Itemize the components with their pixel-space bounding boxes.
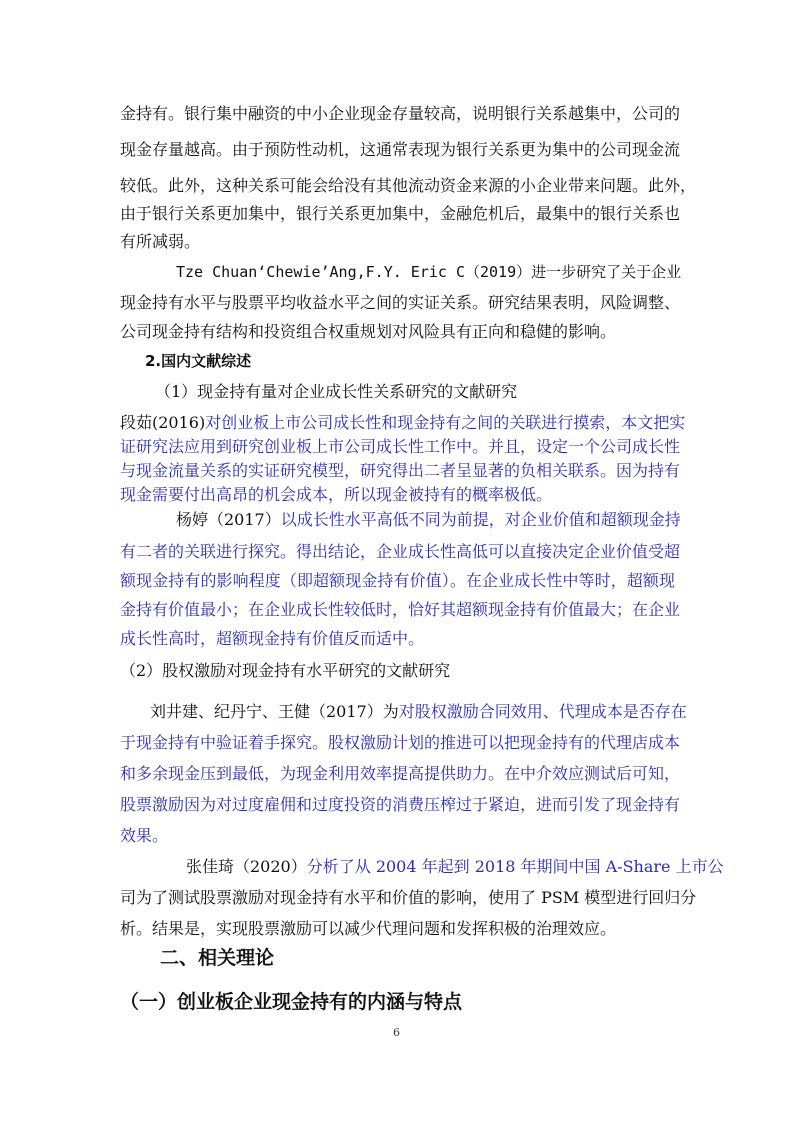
body-line: Tze Chuan‘Chewie’Ang,F.Y. Eric C（2019）进一步研究了关于企业: [176, 263, 682, 281]
body-line: 与现金流量关系的实证研究模型，研究得出二者呈显著的负相关联系。因为持有: [120, 461, 681, 480]
citation-text: 以成长性水平高低不同为前提，对企业价值和超额现金持: [280, 510, 681, 529]
body-line: 金持有。银行集中融资的中小企业现金存量较高，说明银行关系越集中，公司的: [120, 104, 681, 123]
body-line: [150, 702, 687, 722]
body-line: 司为了测试股票激励对现金持有水平和价值的影响，使用了 PSM 模型进行回归分: [120, 888, 697, 907]
body-line: 效果。: [120, 826, 169, 845]
subheading: （2）股权激励对现金持有水平研究的文献研究: [120, 661, 451, 680]
body-line: 成长性高时，超额现金持有价值反而适中。: [120, 629, 425, 648]
body-line: 有二者的关联进行探究。得出结论，企业成长性高低可以直接决定企业价值受超: [120, 542, 681, 561]
body-line: 较低。此外，这种关系可能会给没有其他流动资金来源的小企业带来问题。此外，: [120, 176, 697, 195]
citation: 张佳琦（2020）: [186, 857, 307, 876]
heading-domestic-literature: 2.国内文献综述: [145, 352, 252, 370]
body-line: 股票激励因为对过度雇佣和过度投资的消费压榨过于紧迫，进而引发了现金持有: [120, 795, 681, 814]
body-line: 于现金持有中验证着手探究。股权激励计划的推进可以把现金持有的代理店成本: [120, 733, 681, 752]
subheading: （1）现金持有量对企业成长性关系研究的文献研究: [155, 382, 518, 401]
body-line: 析。结果是，实现股票激励可以减少代理问题和发挥积极的治理效应。: [120, 919, 617, 938]
body-line: 有所减弱。: [120, 232, 201, 251]
citation-text: 对创业板上市公司成长性和现金持有之间的关联进行摸索，本文把实: [205, 413, 686, 432]
body-line: 额现金持有的影响程度（即超额现金持有价值）。在企业成长性中等时，超额现: [120, 571, 675, 590]
body-line: 现金需要付出高昂的机会成本，所以现金被持有的概率极低。: [120, 485, 553, 504]
section-title: 二、相关理论: [160, 947, 275, 969]
citation: 杨婷（2017）: [176, 510, 281, 529]
citation-text: 对股权激励合同效用、代理成本是否存在: [398, 702, 687, 721]
body-line: [176, 510, 681, 530]
citation: 段茹(2016): [120, 413, 206, 432]
body-line: [186, 857, 724, 877]
body-line: 证研究法应用到研究创业板上市公司成长性工作中。并且，设定一个公司成长性: [120, 437, 681, 456]
subsection-title: （一）创业板企业现金持有的内涵与特点: [120, 991, 463, 1013]
body-line: [120, 413, 686, 433]
body-line: 金持有价值最小；在企业成长性较低时，恰好其超额现金持有价值最大；在企业: [120, 600, 681, 619]
page-number: 6: [393, 1026, 400, 1039]
body-line: 公司现金持有结构和投资组合权重规划对风险具有正向和稳健的影响。: [120, 322, 617, 341]
citation: 刘井建、纪丹宁、王健（2017）为: [150, 702, 399, 721]
citation-text: 分析了从 2004 年起到 2018 年期间中国 A-Share 上市公: [306, 857, 724, 876]
body-line: 和多余现金压到最低，为现金利用效率提高提供助力。在中介效应测试后可知，: [120, 764, 681, 783]
body-line: 现金持有水平与股票平均收益水平之间的实证关系。研究结果表明，风险调整、: [120, 293, 681, 312]
body-line: 由于银行关系更加集中，银行关系更加集中，金融危机后，最集中的银行关系也: [120, 204, 681, 223]
body-line: 现金存量越高。由于预防性动机，这通常表现为银行关系更为集中的公司现金流: [120, 140, 681, 159]
